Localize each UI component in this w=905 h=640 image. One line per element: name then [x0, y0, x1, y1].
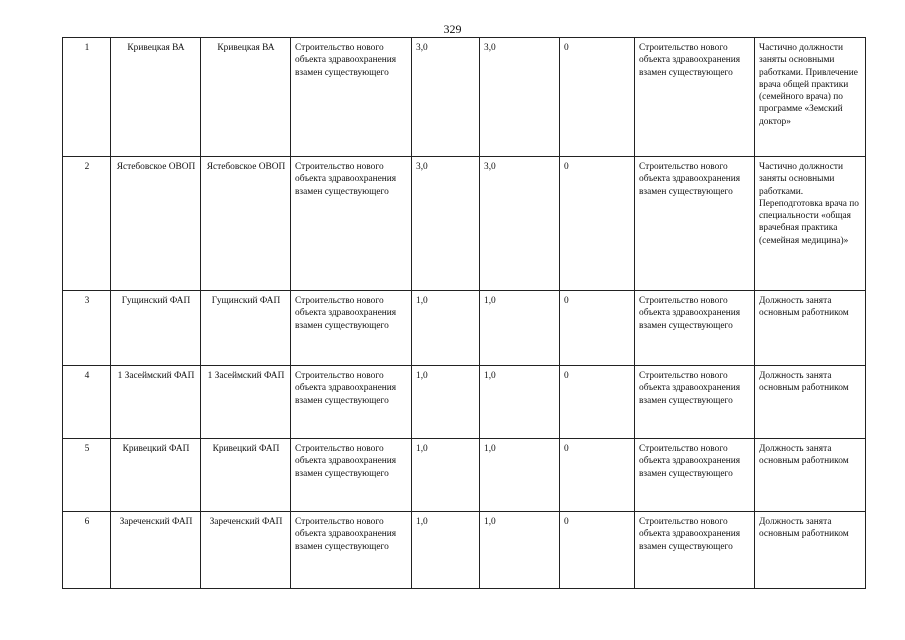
staff-positions-value-cell: 1,0 — [412, 512, 480, 589]
institution-name-cell: Гущинский ФАП — [111, 291, 201, 366]
page-number: 329 — [443, 22, 462, 36]
table-row — [63, 366, 866, 439]
institution-name-cell: 1 Засеймский ФАП — [111, 366, 201, 439]
table-row — [63, 439, 866, 512]
planned-activity-cell: Строительство нового объекта здравоохранения взамен существующего — [291, 439, 412, 512]
unit-name-cell: Зареченский ФАП — [201, 512, 291, 589]
activity-repeat-cell: Строительство нового объекта здравоохранения взамен существующего — [635, 366, 755, 439]
table-row — [63, 38, 866, 157]
institution-name-cell: Кривецкий ФАП — [111, 439, 201, 512]
row-number-cell: 3 — [63, 291, 111, 366]
vacant-positions-value-cell: 0 — [560, 439, 635, 512]
institution-name-cell: Ястебовское ОВОП — [111, 157, 201, 291]
staff-positions-value-cell: 3,0 — [412, 38, 480, 157]
unit-name-cell: Ястебовское ОВОП — [201, 157, 291, 291]
staff-positions-value-cell: 1,0 — [412, 366, 480, 439]
table-row — [63, 291, 866, 366]
row-number-cell: 5 — [63, 439, 111, 512]
vacant-positions-value-cell: 0 — [560, 157, 635, 291]
row-number-cell: 6 — [63, 512, 111, 589]
activity-repeat-cell: Строительство нового объекта здравоохранения взамен существующего — [635, 291, 755, 366]
occupied-positions-value-cell: 3,0 — [480, 157, 560, 291]
activity-repeat-cell: Строительство нового объекта здравоохранения взамен существующего — [635, 38, 755, 157]
planned-activity-cell: Строительство нового объекта здравоохранения взамен существующего — [291, 157, 412, 291]
vacant-positions-value-cell: 0 — [560, 38, 635, 157]
vacant-positions-value-cell: 0 — [560, 291, 635, 366]
staff-positions-value-cell: 1,0 — [412, 291, 480, 366]
institution-name-cell: Кривецкая ВА — [111, 38, 201, 157]
staffing-note-cell: Частично должности заняты основными работками. Переподготовка врача по специальности «общая врачебная практика (семейная медицина)» — [755, 157, 866, 291]
row-number-cell: 4 — [63, 366, 111, 439]
staffing-note-cell: Должность занята основным работником — [755, 512, 866, 589]
vacant-positions-value-cell: 0 — [560, 366, 635, 439]
unit-name-cell: Кривецкий ФАП — [201, 439, 291, 512]
activity-repeat-cell: Строительство нового объекта здравоохранения взамен существующего — [635, 439, 755, 512]
institution-name-cell: Зареченский ФАП — [111, 512, 201, 589]
planned-activity-cell: Строительство нового объекта здравоохранения взамен существующего — [291, 291, 412, 366]
row-number-cell: 2 — [63, 157, 111, 291]
occupied-positions-value-cell: 1,0 — [480, 366, 560, 439]
unit-name-cell: Гущинский ФАП — [201, 291, 291, 366]
table-row — [63, 157, 866, 291]
staff-positions-value-cell: 3,0 — [412, 157, 480, 291]
staffing-note-cell: Должность занята основным работником — [755, 291, 866, 366]
staffing-note-cell: Частично должности заняты основными работками. Привлечение врача общей практики (семейного врача) по программе «Земский доктор» — [755, 38, 866, 157]
planned-activity-cell: Строительство нового объекта здравоохранения взамен существующего — [291, 38, 412, 157]
occupied-positions-value-cell: 3,0 — [480, 38, 560, 157]
occupied-positions-value-cell: 1,0 — [480, 439, 560, 512]
staffing-note-cell: Должность занята основным работником — [755, 439, 866, 512]
row-number-cell: 1 — [63, 38, 111, 157]
unit-name-cell: Кривецкая ВА — [201, 38, 291, 157]
staffing-table — [62, 37, 866, 589]
staffing-note-cell: Должность занята основным работником — [755, 366, 866, 439]
activity-repeat-cell: Строительство нового объекта здравоохранения взамен существующего — [635, 157, 755, 291]
table-row — [63, 512, 866, 589]
staff-positions-value-cell: 1,0 — [412, 439, 480, 512]
activity-repeat-cell: Строительство нового объекта здравоохранения взамен существующего — [635, 512, 755, 589]
planned-activity-cell: Строительство нового объекта здравоохранения взамен существующего — [291, 512, 412, 589]
planned-activity-cell: Строительство нового объекта здравоохранения взамен существующего — [291, 366, 412, 439]
vacant-positions-value-cell: 0 — [560, 512, 635, 589]
occupied-positions-value-cell: 1,0 — [480, 512, 560, 589]
occupied-positions-value-cell: 1,0 — [480, 291, 560, 366]
unit-name-cell: 1 Засеймский ФАП — [201, 366, 291, 439]
table-body — [63, 38, 866, 589]
